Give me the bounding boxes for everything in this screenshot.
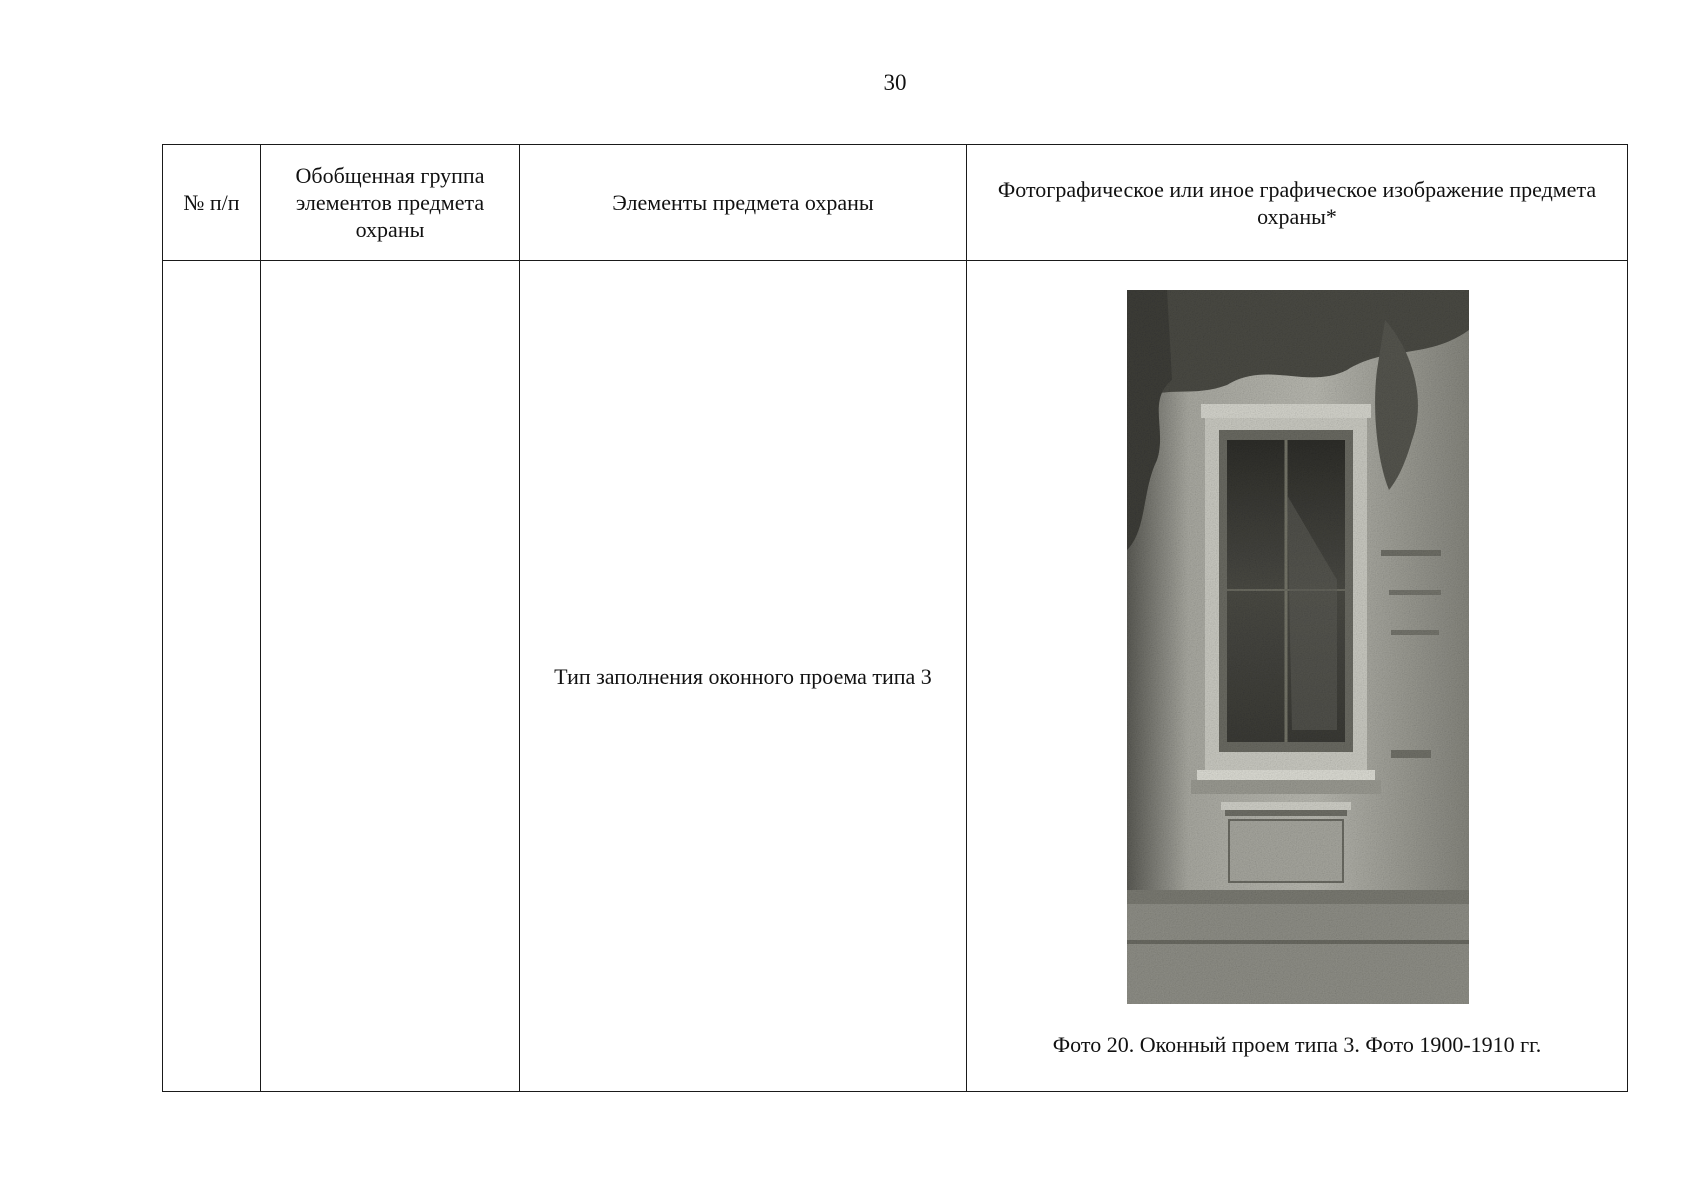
cell-num: [163, 261, 261, 1092]
header-elements: Элементы предмета охраны: [520, 145, 967, 261]
header-num: № п/п: [163, 145, 261, 261]
table-row: [163, 261, 1628, 1092]
protection-table: [162, 144, 1628, 1092]
cell-photo: [967, 261, 1628, 1092]
photo-caption: Фото 20. Оконный проем типа 3. Фото 1900-1910 гг.: [1052, 1032, 1542, 1057]
header-image: Фотографическое или иное графическое изображение предмета охраны*: [967, 145, 1628, 261]
header-group: Обобщенная группа элементов предмета охраны: [261, 145, 520, 261]
table-header-row: [163, 145, 1628, 261]
cell-group: [261, 261, 520, 1092]
window-opening-photo-image: [1127, 290, 1469, 1004]
window-photo: [1127, 290, 1469, 1004]
page-number: 30: [883, 70, 907, 95]
cell-element: Тип заполнения оконного проема типа 3: [520, 261, 967, 1092]
